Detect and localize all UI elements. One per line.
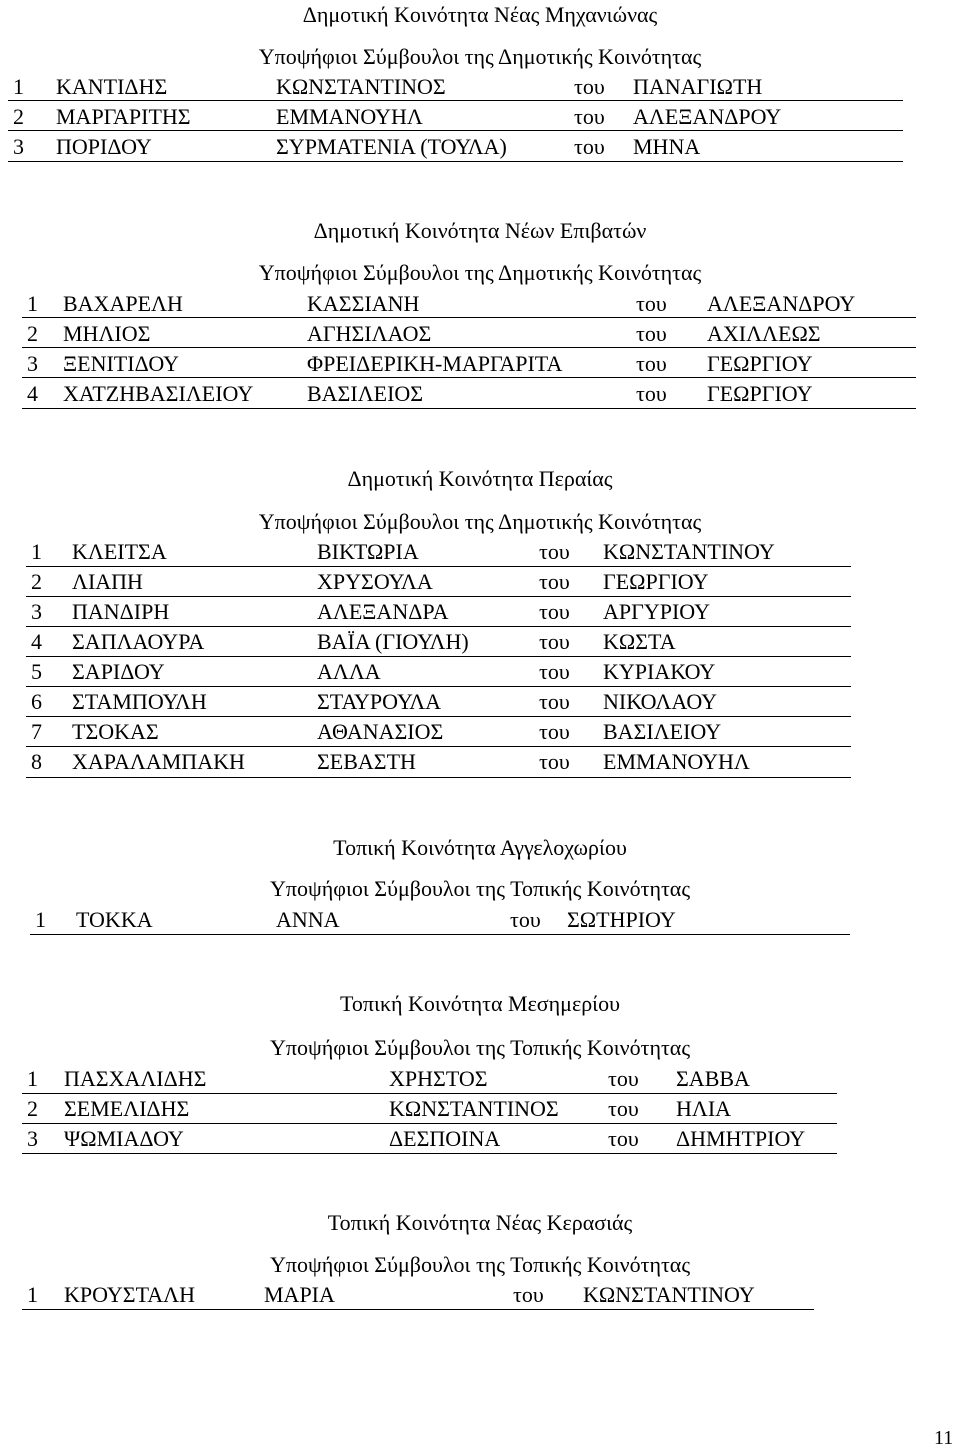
row-rule [22, 377, 916, 378]
row-number: 3 [27, 1126, 38, 1151]
of-word: του [510, 907, 541, 932]
first-name: ΑΓΗΣΙΛΑΟΣ [307, 321, 432, 346]
section-subtitle: Υποψήφιοι Σύμβουλοι της Δημοτικής Κοινότητας [258, 44, 702, 69]
section-subtitle: Υποψήφιοι Σύμβουλοι της Τοπικής Κοινότητας [269, 1035, 691, 1060]
surname: ΞΕΝΙΤΙΔΟΥ [63, 351, 179, 376]
surname: ΧΑΤΖΗΒΑΣΙΛΕΙΟΥ [63, 381, 254, 406]
first-name: ΑΝΝΑ [276, 907, 340, 932]
surname: ΧΑΡΑΛΑΜΠΑΚΗ [72, 749, 245, 774]
father-name: ΑΧΙΛΛΕΩΣ [707, 321, 821, 346]
surname: ΛΙΑΠΗ [72, 569, 143, 594]
father-name: ΓΕΩΡΓΙΟΥ [707, 381, 813, 406]
row-number: 6 [31, 689, 42, 714]
father-name: ΗΛΙΑ [676, 1096, 732, 1121]
surname: ΜΗΛΙΟΣ [63, 321, 151, 346]
row-number: 3 [31, 599, 42, 624]
first-name: ΜΑΡΙΑ [264, 1282, 335, 1307]
father-name: ΓΕΩΡΓΙΟΥ [707, 351, 813, 376]
row-number: 4 [31, 629, 42, 654]
surname: ΜΑΡΓΑΡΙΤΗΣ [56, 104, 191, 129]
father-name: ΠΑΝΑΓΙΩΤΗ [633, 74, 763, 99]
section-subtitle: Υποψήφιοι Σύμβουλοι της Τοπικής Κοινότητας [269, 1252, 691, 1277]
first-name: ΑΛΛΑ [317, 659, 381, 684]
of-word: του [574, 104, 605, 129]
row-number: 2 [31, 569, 42, 594]
father-name: ΜΗΝΑ [633, 134, 701, 159]
row-rule [26, 686, 851, 687]
first-name: ΑΛΕΞΑΝΔΡΑ [317, 599, 449, 624]
row-number: 1 [35, 907, 46, 932]
first-name: ΦΡΕΙΔΕΡΙΚΗ-ΜΑΡΓΑΡΙΤΑ [307, 351, 563, 376]
father-name: ΝΙΚΟΛΑΟΥ [603, 689, 718, 714]
row-rule [22, 1123, 837, 1124]
surname: ΚΡΟΥΣΤΑΛΗ [64, 1282, 196, 1307]
first-name: ΚΩΝΣΤΑΝΤΙΝΟΣ [276, 74, 446, 99]
row-number: 8 [31, 749, 42, 774]
of-word: του [636, 291, 667, 316]
section-title: Δημοτική Κοινότητα Νέας Μηχανιώνας [302, 2, 658, 27]
section-title: Τοπική Κοινότητα Νέας Κερασιάς [327, 1210, 633, 1235]
first-name: ΑΘΑΝΑΣΙΟΣ [317, 719, 444, 744]
first-name: ΒΑΣΙΛΕΙΟΣ [307, 381, 424, 406]
surname: ΠΑΝΔΙΡΗ [72, 599, 170, 624]
row-number: 2 [27, 1096, 38, 1121]
row-number: 1 [27, 1282, 38, 1307]
surname: ΚΑΝΤΙΔΗΣ [56, 74, 168, 99]
row-rule [22, 408, 916, 409]
surname: ΨΩΜΙΑΔΟΥ [64, 1126, 184, 1151]
row-rule [8, 130, 903, 131]
surname: ΚΛΕΙΤΣΑ [72, 539, 167, 564]
father-name: ΔΗΜΗΤΡΙΟΥ [676, 1126, 806, 1151]
first-name: ΧΡΥΣΟΥΛΑ [317, 569, 433, 594]
row-rule [8, 161, 903, 162]
father-name: ΚΩΣΤΑ [603, 629, 676, 654]
surname: ΤΟΚΚΑ [76, 907, 153, 932]
row-number: 2 [13, 104, 24, 129]
row-rule [26, 746, 851, 747]
row-rule [22, 347, 916, 348]
of-word: του [636, 381, 667, 406]
surname: ΒΑΧΑΡΕΛΗ [63, 291, 183, 316]
father-name: ΚΩΝΣΤΑΝΤΙΝΟΥ [583, 1282, 755, 1307]
first-name: ΚΩΝΣΤΑΝΤΙΝΟΣ [389, 1096, 559, 1121]
first-name: ΚΑΣΣΙΑΝΗ [307, 291, 420, 316]
row-rule [22, 1153, 837, 1154]
father-name: ΑΛΕΞΑΝΔΡΟΥ [707, 291, 856, 316]
row-number: 1 [31, 539, 42, 564]
row-rule [8, 100, 903, 101]
row-number: 1 [13, 74, 24, 99]
row-number: 3 [13, 134, 24, 159]
of-word: του [608, 1126, 639, 1151]
father-name: ΒΑΣΙΛΕΙΟΥ [603, 719, 722, 744]
of-word: του [539, 539, 570, 564]
of-word: του [539, 629, 570, 654]
of-word: του [608, 1066, 639, 1091]
section-title: Δημοτική Κοινότητα Νέων Επιβατών [313, 218, 647, 243]
father-name: ΣΩΤΗΡΙΟΥ [567, 907, 676, 932]
row-rule [22, 1309, 814, 1310]
section-title: Τοπική Κοινότητα Μεσημερίου [340, 991, 620, 1016]
row-rule [26, 777, 851, 778]
of-word: του [539, 689, 570, 714]
row-rule [26, 716, 851, 717]
row-rule [26, 566, 851, 567]
surname: ΣΑΠΛΑΟΥΡΑ [72, 629, 205, 654]
first-name: ΣΕΒΑΣΤΗ [317, 749, 416, 774]
first-name: ΒΙΚΤΩΡΙΑ [317, 539, 419, 564]
surname: ΣΑΡΙΔΟΥ [72, 659, 165, 684]
father-name: ΣΑΒΒΑ [676, 1066, 750, 1091]
row-rule [26, 596, 851, 597]
first-name: ΣΥΡΜΑΤΕΝΙΑ (ΤΟΥΛΑ) [276, 134, 507, 159]
section-title: Τοπική Κοινότητα Αγγελοχωρίου [333, 835, 627, 860]
row-number: 5 [31, 659, 42, 684]
row-number: 1 [27, 1066, 38, 1091]
surname: ΠΑΣΧΑΛΙΔΗΣ [64, 1066, 207, 1091]
of-word: του [539, 599, 570, 624]
of-word: του [636, 351, 667, 376]
of-word: του [539, 659, 570, 684]
first-name: ΧΡΗΣΤΟΣ [389, 1066, 488, 1091]
father-name: ΓΕΩΡΓΙΟΥ [603, 569, 709, 594]
section-subtitle: Υποψήφιοι Σύμβουλοι της Δημοτικής Κοινότητας [258, 509, 702, 534]
father-name: ΕΜΜΑΝΟΥΗΛ [603, 749, 750, 774]
surname: ΣΤΑΜΠΟΥΛΗ [72, 689, 207, 714]
first-name: ΕΜΜΑΝΟΥΗΛ [276, 104, 423, 129]
section-subtitle: Υποψήφιοι Σύμβουλοι της Τοπικής Κοινότητας [269, 876, 691, 901]
section-subtitle: Υποψήφιοι Σύμβουλοι της Δημοτικής Κοινότητας [258, 260, 702, 285]
of-word: του [608, 1096, 639, 1121]
of-word: του [539, 749, 570, 774]
of-word: του [539, 569, 570, 594]
row-rule [30, 934, 850, 935]
surname: ΠΟΡΙΔΟΥ [56, 134, 152, 159]
of-word: του [574, 74, 605, 99]
father-name: ΑΡΓΥΡΙΟΥ [603, 599, 710, 624]
of-word: του [513, 1282, 544, 1307]
father-name: ΚΥΡΙΑΚΟΥ [603, 659, 716, 684]
father-name: ΚΩΝΣΤΑΝΤΙΝΟΥ [603, 539, 775, 564]
row-rule [26, 626, 851, 627]
row-number: 2 [27, 321, 38, 346]
row-rule [22, 317, 916, 318]
section-title: Δημοτική Κοινότητα Περαίας [347, 466, 613, 491]
row-rule [22, 1093, 837, 1094]
father-name: ΑΛΕΞΑΝΔΡΟΥ [633, 104, 782, 129]
first-name: ΒΑΪΑ (ΓΙΟΥΛΗ) [317, 629, 469, 654]
row-number: 3 [27, 351, 38, 376]
of-word: του [636, 321, 667, 346]
first-name: ΔΕΣΠΟΙΝΑ [389, 1126, 501, 1151]
row-number: 1 [27, 291, 38, 316]
first-name: ΣΤΑΥΡΟΥΛΑ [317, 689, 442, 714]
surname: ΣΕΜΕΛΙΔΗΣ [64, 1096, 190, 1121]
page-number: 11 [934, 1427, 954, 1449]
surname: ΤΣΟΚΑΣ [72, 719, 159, 744]
row-rule [26, 656, 851, 657]
of-word: του [539, 719, 570, 744]
row-number: 4 [27, 381, 38, 406]
row-number: 7 [31, 719, 42, 744]
of-word: του [574, 134, 605, 159]
